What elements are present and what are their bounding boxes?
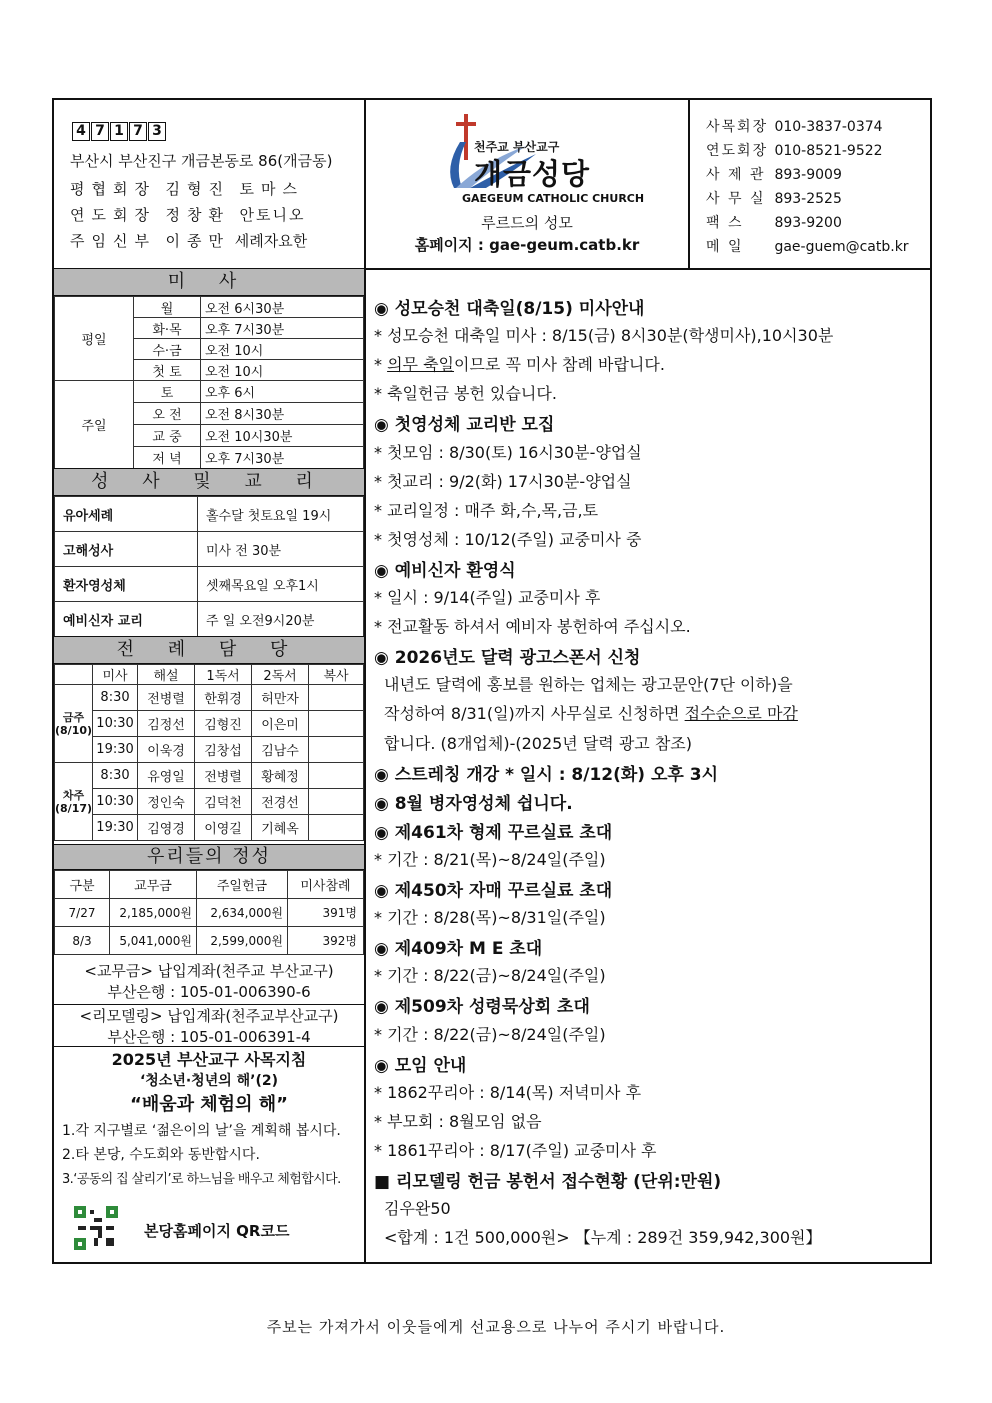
offering-title: 우리들의 정성 <box>54 844 364 870</box>
contact-label: 사 제 관 <box>706 167 766 183</box>
notice-heading: ◉ 첫영성체 교리반 모집 <box>374 415 555 435</box>
zip-digit: 7 <box>91 122 109 141</box>
notice-line: 김우완50 <box>384 1199 451 1218</box>
church-english-name: GAEGEUM CATHOLIC CHURCH <box>462 192 645 205</box>
homepage-link[interactable]: 홈페이지 : gae-geum.catb.kr <box>414 236 640 254</box>
liturgy-cell: 김정선 <box>138 711 195 737</box>
offering-cell: 2,634,000원 <box>197 899 288 927</box>
officer-role: 주임신부 <box>70 232 156 250</box>
guideline-item: 3.‘공동의 집 살리기’로 하느님을 배우고 체험합시다. <box>62 1172 341 1187</box>
liturgy-cell: 황혜정 <box>252 763 309 789</box>
header-left <box>54 100 366 268</box>
sidebar <box>54 268 366 1264</box>
liturgy-week-label: 차주 (8/17) <box>55 763 93 841</box>
guideline-title: 2025년 부산교구 사목지침 <box>111 1050 307 1069</box>
accounts <box>54 958 364 1047</box>
notice-heading: ◉ 8월 병자영성체 쉽니다. <box>374 794 573 814</box>
sacraments-table <box>54 496 364 637</box>
officer-baptism: 세례자요한 <box>234 232 308 250</box>
notice-line: * 교리일정 : 매주 화,수,목,금,토 <box>374 501 599 520</box>
liturgy-cell: 한휘경 <box>195 685 252 711</box>
contact-row <box>706 140 883 160</box>
notice-heading: ◉ 제450차 자매 꾸르실료 초대 <box>374 881 613 901</box>
notice-line: <합계 : 1건 500,000원> 【누계 : 289건 359,942,300원】 <box>384 1228 822 1247</box>
contacts <box>690 100 930 268</box>
offering-header: 주일헌금 <box>197 871 288 899</box>
liturgy-header: 미사 <box>93 665 138 685</box>
liturgy-cell: 19:30 <box>93 815 138 841</box>
notice-line: * 기간 : 8/28(목)~8/31일(주일) <box>374 908 606 927</box>
liturgy-cell <box>309 711 364 737</box>
sunday-label: 주일 <box>55 381 134 469</box>
mass-time: 오후 7시30분 <box>201 318 364 339</box>
zip-digit: 7 <box>129 122 147 141</box>
mass-day: 첫 토 <box>134 360 201 381</box>
liturgy-cell: 전경선 <box>252 789 309 815</box>
notice-heading: ◉ 성모승천 대축일(8/15) 미사안내 <box>374 299 645 319</box>
notice-heading: ◉ 예비신자 환영식 <box>374 561 516 581</box>
liturgy-cell: 김덕천 <box>195 789 252 815</box>
footer-note: 주보는 가져가서 이웃들에게 선교용으로 나누어 주시기 바랍니다. <box>266 1318 726 1336</box>
notice-line: * 기간 : 8/22(금)~8/24일(주일) <box>374 966 606 985</box>
diocese-label: 천주교 부산교구 <box>474 140 560 154</box>
liturgy-cell <box>309 815 364 841</box>
contact-value: 010-8521-9522 <box>774 143 883 159</box>
notice-heading: ◉ 스트레칭 개강 * 일시 : 8/12(화) 오후 3시 <box>374 765 718 785</box>
mass-day: 오 전 <box>134 403 201 425</box>
mass-time: 오전 10시30분 <box>201 425 364 447</box>
notice-line: * 성모승천 대축일 미사 : 8/15(금) 8시30분(학생미사),10시30분 <box>374 326 834 345</box>
qr-code-icon[interactable] <box>74 1206 118 1250</box>
sacraments-title: 성 사 및 교 리 <box>54 468 364 496</box>
liturgy-cell: 김영경 <box>138 815 195 841</box>
notice-line: 내년도 달력에 홍보를 원하는 업체는 광고문안(7단 이하)을 <box>384 675 793 694</box>
liturgy-cell <box>309 737 364 763</box>
mass-time: 오후 7시30분 <box>201 447 364 469</box>
officer-row <box>70 204 306 225</box>
liturgy-cell: 유영일 <box>138 763 195 789</box>
liturgy-cell: 8:30 <box>93 685 138 711</box>
offering-header: 미사참례 <box>288 871 364 899</box>
officer-row <box>70 178 304 199</box>
offering-cell: 2,599,000원 <box>197 927 288 955</box>
contact-label: 메 일 <box>706 239 744 255</box>
contact-label: 사 무 실 <box>706 191 766 207</box>
guideline-motto: “배움과 체험의 해” <box>130 1094 288 1115</box>
liturgy-week-label: 금주 (8/10) <box>55 685 93 763</box>
notice-text: 이므로 꼭 미사 참례 바랍니다. <box>454 355 665 374</box>
liturgy-header: 복사 <box>309 665 364 685</box>
contact-value: 893-9200 <box>774 215 842 231</box>
guideline-subtitle: ‘청소년·청년의 해’(2) <box>139 1073 279 1089</box>
mass-day: 교 중 <box>134 425 201 447</box>
mass-time: 오후 6시 <box>201 381 364 403</box>
account-title: <교무금> 납입계좌(천주교 부산교구) <box>84 962 334 980</box>
sacrament-name: 고해성사 <box>55 532 198 567</box>
header-logo-area <box>366 100 690 268</box>
notice-heading: ■ 리모델링 헌금 봉헌서 접수현황 (단위:만원) <box>374 1172 722 1192</box>
mass-time: 오전 8시30분 <box>201 403 364 425</box>
guideline-item: 1.각 지구별로 ‘젊은이의 날’을 계획해 봅시다. <box>62 1123 341 1139</box>
liturgy-cell <box>309 789 364 815</box>
notice-heading: ◉ 제409차 M E 초대 <box>374 939 543 959</box>
mass-day: 토 <box>134 381 201 403</box>
zip-digit: 1 <box>110 122 128 141</box>
liturgy-cell: 이은미 <box>252 711 309 737</box>
liturgy-title: 전 례 담 당 <box>54 636 364 664</box>
offering-header: 구분 <box>55 871 110 899</box>
liturgy-cell <box>309 763 364 789</box>
church-name: 개금성당 <box>474 157 591 191</box>
offering-cell: 391명 <box>288 899 364 927</box>
officer-name: 정창환 <box>165 206 230 224</box>
address: 부산시 부산진구 개금본동로 86(개금동) <box>70 152 333 170</box>
liturgy-cell: 전병렬 <box>195 763 252 789</box>
sacrament-name: 환자영성체 <box>55 567 198 602</box>
offering-cell: 8/3 <box>55 927 110 955</box>
officer-row <box>70 230 307 251</box>
mass-day: 월 <box>134 297 201 318</box>
mass-time: 오전 6시30분 <box>201 297 364 318</box>
liturgy-cell: 김형진 <box>195 711 252 737</box>
notice-line: * 첫모임 : 8/30(토) 16시30분-양업실 <box>374 443 642 462</box>
liturgy-header: 해설 <box>138 665 195 685</box>
notice-line: * 기간 : 8/22(금)~8/24일(주일) <box>374 1025 606 1044</box>
notices <box>366 268 930 1264</box>
sacrament-name: 예비신자 교리 <box>55 602 198 637</box>
officer-baptism: 안토니오 <box>239 206 306 224</box>
liturgy-header: 2독서 <box>252 665 309 685</box>
offering-table <box>54 870 364 955</box>
officer-name: 김형진 <box>165 180 230 198</box>
liturgy-cell <box>309 685 364 711</box>
account-number: 부산은행 : 105-01-006390-6 <box>107 983 311 1001</box>
notice-heading: ◉ 2026년도 달력 광고스폰서 신청 <box>374 648 641 668</box>
mass-title: 미 사 <box>54 268 364 296</box>
contact-value: 893-9009 <box>774 167 842 183</box>
offering-header: 교무금 <box>110 871 197 899</box>
patron-saint: 루르드의 성모 <box>481 214 573 232</box>
bulletin-frame <box>52 98 932 1264</box>
liturgy-cell: 이욱경 <box>138 737 195 763</box>
offering-cell: 392명 <box>288 927 364 955</box>
sacrament-time: 주 일 오전9시20분 <box>198 602 364 637</box>
zip-code <box>72 122 166 141</box>
mass-time: 오전 10시 <box>201 339 364 360</box>
contact-label: 연도회장 <box>706 143 769 159</box>
zip-digit: 4 <box>72 122 90 141</box>
liturgy-cell: 10:30 <box>93 789 138 815</box>
mass-day: 화·목 <box>134 318 201 339</box>
contact-value: 010-3837-0374 <box>774 119 883 135</box>
liturgy-cell: 19:30 <box>93 737 138 763</box>
sacrament-time: 셋째목요일 오후1시 <box>198 567 364 602</box>
sacrament-time: 홀수달 첫토요일 19시 <box>198 497 364 532</box>
contact-row <box>706 116 883 136</box>
notice-line <box>384 701 798 724</box>
notice-line <box>374 352 665 375</box>
notice-heading: ◉ 제509차 성령묵상회 초대 <box>374 997 590 1017</box>
liturgy-cell: 전병렬 <box>138 685 195 711</box>
contact-value: 893-2525 <box>774 191 842 207</box>
offering-cell: 7/27 <box>55 899 110 927</box>
mass-day: 저 녁 <box>134 447 201 469</box>
guideline-item: 2.타 본당, 수도회와 동반합시다. <box>62 1147 260 1163</box>
liturgy-cell: 김창섭 <box>195 737 252 763</box>
liturgy-cell: 허만자 <box>252 685 309 711</box>
liturgy-cell: 이영길 <box>195 815 252 841</box>
mass-table <box>54 296 364 469</box>
account-number: 부산은행 : 105-01-006391-4 <box>107 1028 311 1046</box>
liturgy-table <box>54 664 364 841</box>
officer-role: 연도회장 <box>70 206 156 224</box>
notice-text: * <box>374 355 388 374</box>
notice-line: * 첫영성체 : 10/12(주일) 교중미사 중 <box>374 530 642 549</box>
zip-digit: 3 <box>148 122 166 141</box>
offering-cell: 2,185,000원 <box>110 899 197 927</box>
liturgy-cell: 8:30 <box>93 763 138 789</box>
officer-role: 평협회장 <box>70 180 156 198</box>
liturgy-cell: 10:30 <box>93 711 138 737</box>
officer-name: 이종만 <box>165 232 230 250</box>
liturgy-header: 1독서 <box>195 665 252 685</box>
notice-line: * 1862꾸리아 : 8/14(목) 저녁미사 후 <box>374 1083 642 1102</box>
notice-line: 합니다. (8개업체)-(2025년 달력 광고 참조) <box>384 734 692 753</box>
offering-cell: 5,041,000원 <box>110 927 197 955</box>
officer-baptism: 토마스 <box>239 180 305 198</box>
notice-line: * 기간 : 8/21(목)~8/24일(주일) <box>374 850 606 869</box>
qr-label: 본당홈페이지 QR코드 <box>144 1222 290 1240</box>
account-title: <리모델링> 납입계좌(천주교부산교구) <box>54 1004 364 1026</box>
notice-line: * 축일헌금 봉헌 있습니다. <box>374 384 557 403</box>
liturgy-cell: 김남수 <box>252 737 309 763</box>
liturgy-cell: 정인숙 <box>138 789 195 815</box>
sacrament-name: 유아세례 <box>55 497 198 532</box>
contact-row <box>706 164 842 184</box>
contact-label: 사목회장 <box>706 119 769 135</box>
notice-emphasis: 접수순으로 마감 <box>684 704 798 723</box>
notice-line: * 전교활동 하셔서 예비자 봉헌하여 주십시오. <box>374 617 691 636</box>
contact-row <box>706 236 909 256</box>
liturgy-cell: 기혜옥 <box>252 815 309 841</box>
contact-row <box>706 188 842 208</box>
mass-day: 수·금 <box>134 339 201 360</box>
contact-value[interactable]: gae-guem@catb.kr <box>774 239 909 255</box>
contact-row <box>706 212 842 232</box>
sacrament-time: 미사 전 30분 <box>198 532 364 567</box>
notice-line: * 1861꾸리아 : 8/17(주일) 교중미사 후 <box>374 1141 657 1160</box>
notice-line: * 일시 : 9/14(주일) 교중미사 후 <box>374 588 601 607</box>
notice-heading: ◉ 제461차 형제 꾸르실료 초대 <box>374 823 613 843</box>
contact-label: 팩 스 <box>706 215 744 231</box>
weekday-label: 평일 <box>55 297 134 381</box>
header <box>54 100 930 270</box>
notice-emphasis: 의무 축일 <box>387 355 455 374</box>
notice-heading: ◉ 모임 안내 <box>374 1056 467 1076</box>
notice-line: * 첫교리 : 9/2(화) 17시30분-양업실 <box>374 472 632 491</box>
mass-time: 오전 10시 <box>201 360 364 381</box>
notice-text: 작성하여 8/31(일)까지 사무실로 신청하면 <box>384 704 685 723</box>
notice-line: * 부모회 : 8월모임 없음 <box>374 1112 542 1131</box>
